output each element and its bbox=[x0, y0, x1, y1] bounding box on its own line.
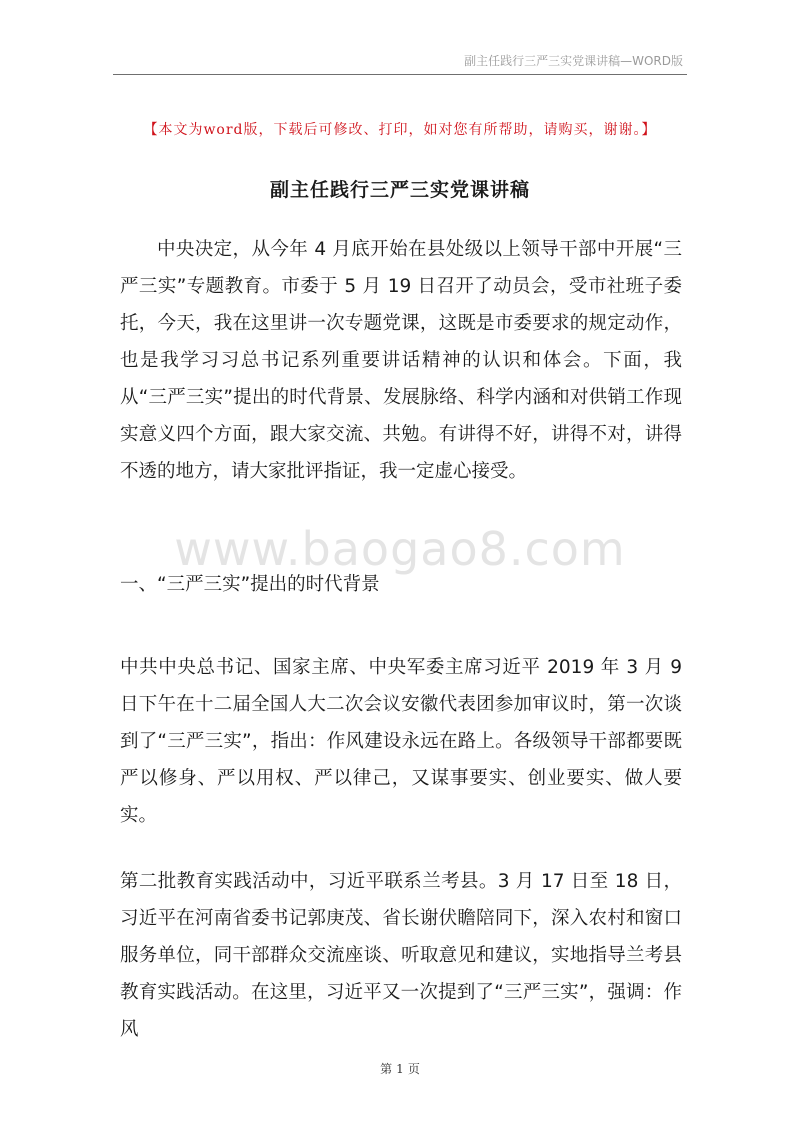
footer-prefix: 第 bbox=[380, 1062, 393, 1076]
running-header: 副主任践行三严三实党课讲稿—WORD版 bbox=[464, 54, 683, 68]
page-number: 1 bbox=[396, 1062, 404, 1076]
header-divider bbox=[113, 74, 687, 75]
body-paragraph: 第二批教育实践活动中，习近平联系兰考县。3 月 17 日至 18 日，习近平在河南省委书记郭庚茂、省长谢伏瞻陪同下，深入农村和窗口服务单位，同干部群众交流座谈、听取意见和建议，实地指导兰考县教育实践活动。在这里，习近平又一次提到了“三严三实”，强调：作风 bbox=[120, 871, 682, 1040]
intro-paragraph: 中央决定，从今年 4 月底开始在县处级以上领导干部中开展“三严三实”专题教育。市委于 5 月 19 日召开了动员会，受市社班子委托，今天，我在这里讲一次专题党课，这既是市委要求的规定动作，也是我学习习总书记系列重要讲话精神的认识和体会。下面，我从“三严三实”提出的时代背景、发展脉络、科学内涵和对供销工作现实意义四个方面，跟大家交流、共勉。有讲得不好，讲得不对，讲得不透的地方，请大家批评指证，我一定虚心接受。 bbox=[120, 239, 682, 482]
body-paragraph: 中共中央总书记、国家主席、中央军委主席习近平 2019 年 3 月 9 日下午在十二届全国人大二次会议安徽代表团参加审议时，第一次谈到了“三严三实”，指出：作风建设永远在路上。各级领导干部都要既严以修身、严以用权、严以律己，又谋事要实、创业要实、做人要实。 bbox=[120, 657, 682, 826]
section-heading: 一、“三严三实”提出的时代背景 bbox=[120, 574, 380, 595]
page-footer bbox=[0, 1060, 800, 1077]
footer-suffix: 页 bbox=[407, 1062, 420, 1076]
purchase-notice: 【本文为word版，下载后可修改、打印，如对您有所帮助，请购买，谢谢。】 bbox=[143, 122, 657, 138]
watermark-text: www.baogao8.com bbox=[174, 522, 626, 576]
document-title: 副主任践行三严三实党课讲稿 bbox=[269, 179, 530, 201]
